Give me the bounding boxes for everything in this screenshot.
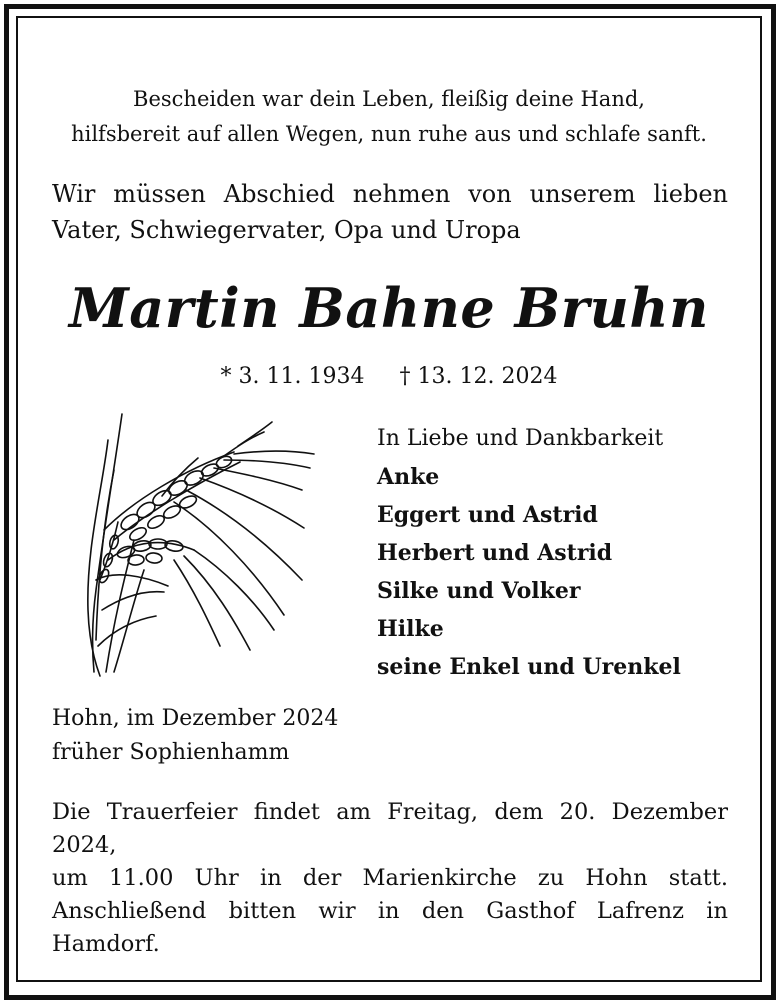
verse-line-1: Bescheiden war dein Leben, fleißig deine Hand, — [133, 87, 645, 111]
intro-line-1: Wir müssen Abschied nehmen von unserem lieben — [52, 180, 728, 208]
service-line-1: Die Trauerfeier findet am Freitag, dem 20. Dezember 2024, — [52, 799, 728, 858]
family-member: Herbert und Astrid — [377, 540, 613, 566]
place-line-1: Hohn, im Dezember 2024 — [52, 706, 339, 731]
family-member: Hilke — [377, 616, 444, 642]
place-line-2: früher Sophienhamm — [52, 740, 290, 765]
verse-line-2: hilfsbereit auf allen Wegen, nun ruhe aus und schlafe sanft. — [71, 122, 707, 146]
service-line-3: Anschließend bitten wir in den Gasthof Lafrenz in — [52, 898, 728, 924]
service-line-2: um 11.00 Uhr in der Marienkirche zu Hohn statt. — [52, 865, 728, 891]
family-list — [377, 420, 757, 686]
deceased-name: Martin Bahne Bruhn — [69, 276, 709, 340]
family-lead: In Liebe und Dankbarkeit — [377, 426, 664, 451]
death-date: † 13. 12. 2024 — [399, 364, 558, 389]
intro-text — [52, 176, 728, 248]
life-dates — [0, 360, 778, 394]
service-line-4: Hamdorf. — [52, 931, 160, 957]
birth-date: * 3. 11. 1934 — [220, 364, 365, 389]
family-member: Silke und Volker — [377, 578, 581, 604]
memorial-verse — [0, 82, 778, 152]
family-member: Anke — [377, 464, 440, 490]
intro-line-2: Vater, Schwiegervater, Opa und Uropa — [52, 216, 521, 244]
family-member: Eggert und Astrid — [377, 502, 598, 528]
wheat-ears-icon — [74, 410, 334, 680]
place-and-date — [52, 702, 452, 770]
funeral-service-info — [52, 796, 728, 961]
family-member: seine Enkel und Urenkel — [377, 654, 681, 680]
